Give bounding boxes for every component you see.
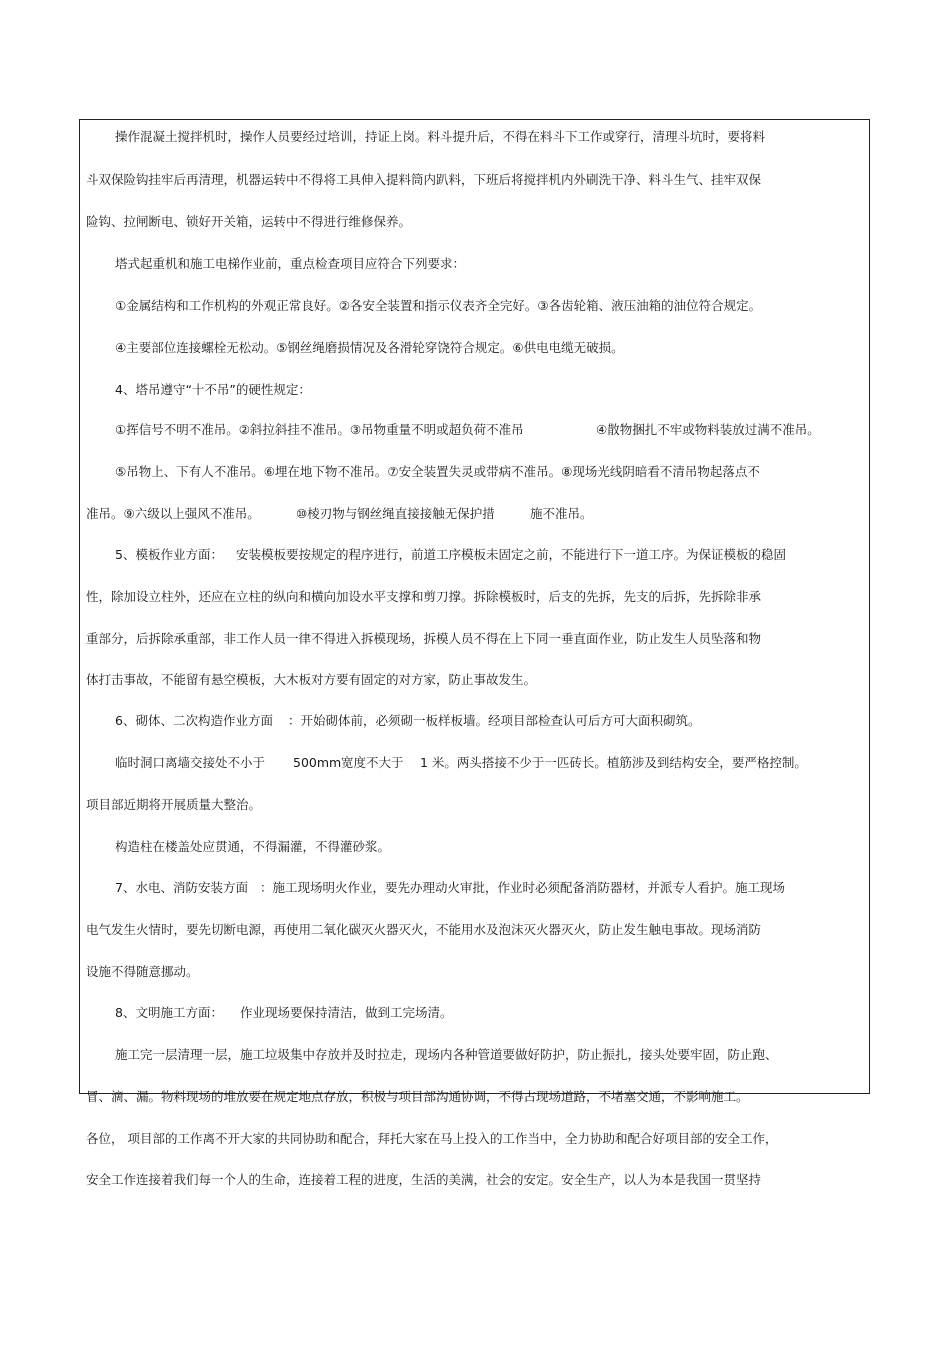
- text-segment: 宽度不大于: [341, 755, 404, 770]
- text-segment: ①挥信号不明不准吊。②斜拉斜挂不准吊。③吊物重量不明或超负荷不准吊: [115, 422, 524, 437]
- text-line: 安全工作连接着我们每一个人的生命，连接着工程的进度，生活的美满，社会的安定。安全生产，以人为本是我国一贯坚持: [86, 1172, 762, 1187]
- text-line: [296, 504, 495, 524]
- text-line: 险钩、拉闸断电、锁好开关箱，运转中不得进行维修保养。: [86, 214, 412, 229]
- section-heading: [115, 1003, 223, 1023]
- text-line: [341, 753, 404, 773]
- text-line: 体打击事故，不能留有悬空模板，大木板对方要有固定的对方家，防止事故发生。: [86, 672, 537, 687]
- text-line: [596, 420, 820, 440]
- text-line: [240, 1003, 453, 1023]
- text-line: 操作混凝土搅拌机时，操作人员要经过培训，持证上岗。料斗提升后，不得在料斗下工作或穿行，清理斗坑时，要将料: [115, 129, 766, 144]
- text-line: 冒、滴、漏。物料现场的堆放要在规定地点存放，积极与项目部沟通协调，不得占现场道路，不堵塞交通，不影响施工。: [86, 1089, 749, 1104]
- text-line: 斗双保险钩挂牢后再清理，机器运转中不得将工具伸入提料筒内趴料，下班后将搅拌机内外刷洗干净、料斗生气、挂牢双保: [86, 172, 762, 187]
- text-segment: 500mm: [293, 755, 342, 770]
- text-segment: 准吊。⑨六级以上强风不准吊。: [86, 506, 260, 521]
- section-heading: 4、塔吊遵守“十不吊”的硬性规定：: [115, 382, 311, 397]
- text-line: [115, 753, 265, 773]
- text-line: ①金属结构和工作机构的外观正常良好。②各安全装置和指示仪表齐全完好。③各齿轮箱、液压油箱的油位符合规定。: [115, 298, 762, 313]
- text-line: 各位， 项目部的工作离不开大家的共同协助和配合，拜托大家在马上投入的工作当中，全力协助和配合好项目部的安全工作，: [86, 1131, 778, 1146]
- text-segment: 5、模板作业方面：: [115, 547, 223, 562]
- text-line: [236, 545, 786, 565]
- text-line: 施工完一层清理一层，施工垃圾集中存放并及时拉走，现场内各种管道要做好防护，防止振扎，接头处要牢固，防止跑、: [115, 1047, 778, 1062]
- text-line: [293, 753, 341, 773]
- text-line: 电气发生火情时，要先切断电源，再使用二氧化碳灭火器灭火，不能用水及泡沫灭火器灭火，防止发生触电事故。现场消防: [86, 922, 762, 937]
- text-segment: 施不准吊。: [530, 506, 593, 521]
- section-heading: [115, 878, 248, 898]
- section-heading: [115, 711, 273, 731]
- text-line: 构造柱在楼盖处应贯通，不得漏灌，不得灌砂浆。: [115, 839, 391, 854]
- text-segment: ：施工现场明火作业，要先办理动火审批，作业时必须配备消防器材，并派专人看护。施工现场: [260, 880, 786, 895]
- text-segment: 8、文明施工方面：: [115, 1005, 223, 1020]
- text-line: [260, 878, 785, 898]
- section-heading: [115, 545, 223, 565]
- text-line: [115, 420, 524, 440]
- text-segment: ：开始砌体前，必须砌一板样板墙。经项目部检查认可后方可大面积砌筑。: [288, 713, 701, 728]
- text-segment: ⑩棱刃物与钢丝绳直接接触无保护措: [296, 506, 495, 521]
- text-segment: 7、水电、消防安装方面: [115, 880, 248, 895]
- text-segment: ④散物捆扎不牢或物料装放过满不准吊。: [596, 422, 820, 437]
- text-line: 塔式起重机和施工电梯作业前，重点检查项目应符合下列要求：: [115, 256, 466, 271]
- text-line: 设施不得随意挪动。: [86, 964, 199, 979]
- text-line: 性，除加设立柱外，还应在立柱的纵向和横向加设水平支撑和剪刀撑。拆除模板时，后支的先拆，先支的后拆，先拆除非承: [86, 589, 762, 604]
- text-line: [86, 504, 260, 524]
- text-line: [420, 753, 807, 773]
- text-line: 重部分，后拆除承重部，非工作人员一律不得进入拆模现场，拆模人员不得在上下同一垂直面作业，防止发生人员坠落和物: [86, 631, 762, 646]
- text-segment: 安装模板要按规定的程序进行，前道工序模板未固定之前，不能进行下一道工序。为保证模板的稳固: [236, 547, 787, 562]
- text-line: [530, 504, 593, 524]
- text-line: 项目部近期将开展质量大整治。: [86, 797, 262, 812]
- text-segment: 1 米。两头搭接不少于一匹砖长。植筋涉及到结构安全，要严格控制。: [420, 755, 807, 770]
- text-line: ⑤吊物上、下有人不准吊。⑥埋在地下物不准吊。⑦安全装置失灵或带病不准吊。⑧现场光线阴暗看不清吊物起落点不: [115, 464, 760, 479]
- text-segment: 6、砌体、二次构造作业方面: [115, 713, 273, 728]
- text-line: ④主要部位连接螺栓无松动。⑤钢丝绳磨损情况及各滑轮穿饶符合规定。⑥供电电缆无破损。: [115, 340, 624, 355]
- text-segment: 作业现场要保持清洁，做到工完场清。: [240, 1005, 453, 1020]
- text-segment: 临时洞口离墙交接处不小于: [115, 755, 266, 770]
- text-line: [288, 711, 701, 731]
